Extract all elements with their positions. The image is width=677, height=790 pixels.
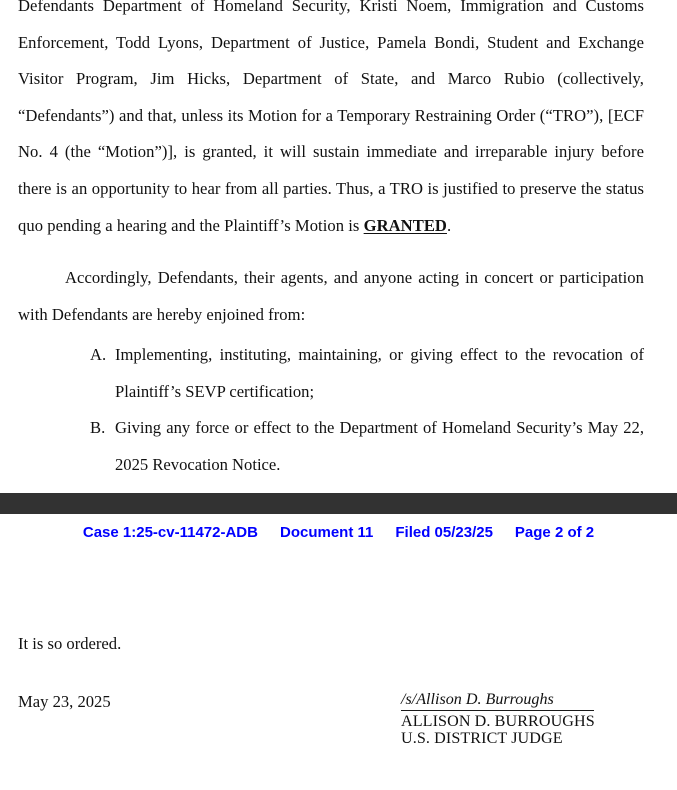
- judge-name: ALLISON D. BURROUGHS: [401, 712, 595, 730]
- defendants-paragraph-text: Defendants Department of Homeland Security, Kristi Noem, Immigration and Customs Enforcement, Todd Lyons, Department of Justice, Pamela Bondi, Student and Exchange Visitor Program, Jim Hicks, Department of State, and Marco Rubio (collectively, “Defendants”) and that, unless its Motion for a Temporary Restraining Order (“TRO”), [ECF No. 4 (the “Motion”)], is granted, it will sustain immediate and irreparable injury before there is an opportunity to hear from all parties. Thus, a TRO is justified to preserve the status quo pending a hearing and the Plaintiff’s Motion is: [18, 0, 644, 235]
- list-item: [18, 410, 644, 483]
- list-item-marker: A.: [90, 345, 107, 364]
- ecf-page-number: Page 2 of 2: [514, 524, 595, 541]
- judge-signature: /s/Allison D. Burroughs: [401, 691, 594, 711]
- signature-block: [401, 691, 641, 748]
- list-item-text: Implementing, instituting, maintaining, or giving effect to the revocation of Plaintiff’s SEVP certification;: [115, 345, 644, 401]
- order-date: May 23, 2025: [18, 692, 111, 711]
- judge-title: U.S. DISTRICT JUDGE: [401, 730, 563, 747]
- list-item-text: Giving any force or effect to the Department of Homeland Security’s May 22, 2025 Revocation Notice.: [115, 418, 644, 474]
- injunction-paragraph: Accordingly, Defendants, their agents, and anyone acting in concert or participation with Defendants are hereby enjoined from:: [18, 268, 644, 324]
- page-break-separator: [0, 493, 677, 514]
- ecf-filed-date: Filed 05/23/25: [395, 524, 493, 541]
- list-item-marker: B.: [90, 418, 106, 438]
- defendants-paragraph-tail: .: [446, 215, 452, 235]
- order-body: [18, 0, 644, 333]
- granted-emphasis: GRANTED: [363, 215, 447, 235]
- ecf-document-number: Document 11: [279, 524, 374, 541]
- ecf-header-stamp: [0, 524, 677, 541]
- ecf-case-number: Case 1:25-cv-11472-ADB: [82, 524, 258, 541]
- defendants-paragraph: [18, 0, 644, 244]
- so-ordered-text: It is so ordered.: [18, 634, 122, 653]
- enjoined-items-list: [18, 337, 644, 483]
- list-item: [18, 337, 644, 410]
